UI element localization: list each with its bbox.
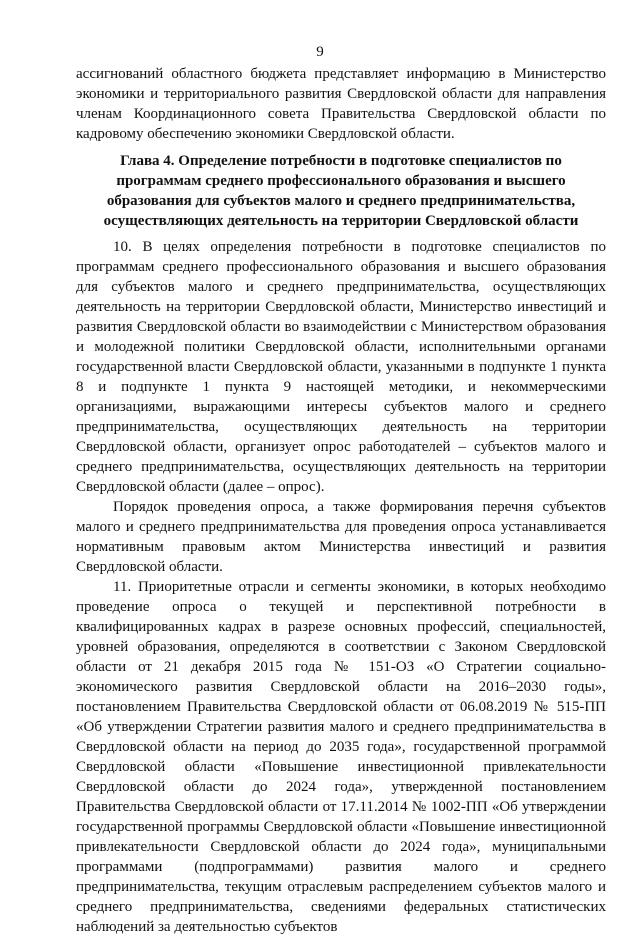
paragraph-survey-procedure: Порядок проведения опроса, а также формирования перечня субъектов малого и среднего предпринимательства для проведения опроса устанавливается нормативным правовым актом Министерства инвестиций и развития Свердловской области. <box>76 499 606 575</box>
intro-block <box>76 64 606 144</box>
chapter-body <box>76 237 606 937</box>
page-number: 9 <box>316 44 324 60</box>
paragraph-10: 10. В целях определения потребности в подготовке специалистов по программам среднего профессионального образования и высшего образования для субъектов малого и среднего предпринимательства, осуществляющих деятельность на территории Свердловской области, Министерство инвестиций и развития Свердловской области во взаимодействии с Министерством образования и молодежной политики Свердловской области, исполнительными органами государственной власти Свердловской области, указанными в подпункте 1 пункта 8 и подпункте 1 пункта 9 настоящей методики, и некоммерческими организациями, выражающими интересы субъектов малого и среднего предпринимательства, осуществляющих деятельность на территории Свердловской области, организует опрос работодателей – субъектов малого и среднего предпринимательства, осуществляющих деятельность на территории Свердловской области (далее – опрос). <box>76 239 606 495</box>
chapter-heading: Глава 4. Определение потребности в подготовке специалистов по программам среднего профессионального образования и высшего образования для субъектов малого и среднего предпринимательства, осуществляющих деятельность на территории Свердловской области <box>103 153 579 229</box>
intro-paragraph: ассигнований областного бюджета представляет информацию в Министерство экономики и территориального развития Свердловской области для направления членам Координационного совета Правительства Свердловской области по кадровому обеспечению экономики Свердловской области. <box>76 66 606 142</box>
paragraph-11: 11. Приоритетные отрасли и сегменты экономики, в которых необходимо проведение опроса о текущей и перспективной потребности в квалифицированных кадрах в разрезе основных профессий, специальностей, уровней образования, определяются в соответствии с Законом Свердловской области от 21 декабря 2015 года № 151-ОЗ «О Стратегии социально-экономического развития Свердловской области на 2016–2030 годы», постановлением Правительства Свердловской области от 06.08.2019 № 515-ПП «Об утверждении Стратегии развития малого и среднего предпринимательства в Свердловской области на период до 2035 года», государственной программой Свердловской области «Повышение инвестиционной привлекательности Свердловской области до 2024 года», утвержденной постановлением Правительства Свердловской области от 17.11.2014 № 1002-ПП «Об утверждении государственной программы Свердловской области «Повышение инвестиционной привлекательности Свердловской области до 2024 года», муниципальными программами (подпрограммами) развития малого и среднего предпринимательства, текущим отраслевым распределением субъектов малого и среднего предпринимательства, сведениями федеральных статистических наблюдений за деятельностью субъектов <box>76 579 606 935</box>
